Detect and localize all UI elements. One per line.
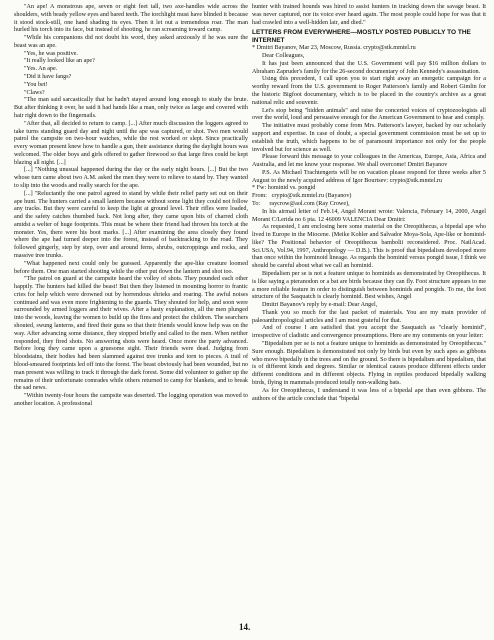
letter-paragraph: The initiative must probably come from Mrs. Patterson's lawyer, backed by our scholarly support and expertise. In case of doubt, a special government commission must be set up to establish the truth, which happens to be of paramount importance not only for the people involved but for science as well. <box>252 123 486 153</box>
page-number: 14. <box>239 622 251 632</box>
reply-paragraph: Thank you so much for the last packet of materials. You are my main provider of paleoanthropological articles and I am most grateful for that. <box>252 309 486 324</box>
email-from-line <box>252 193 486 201</box>
forward-line: * Fw: hominid vs. pongid <box>252 185 316 192</box>
letter-paragraph: Let's stop being "hidden animals" and raise the concerted voices of cryptozoologists all over the world, loud and persuasive enough for the American Government to hear and comply. <box>252 107 486 122</box>
story-paragraph: "What happened next could only be guessed. Apparently the ape-like creature loomed before them. One man started shooting while the other put down the lantern and shot too. <box>14 260 248 275</box>
story-paragraph: "The patrol on guard at the campsite heard the volley of shots. They pounded each other happily. The hunters had killed the beast! But then they listened in mounting horror to frantic cries for help which were drowned out by horrendous shrieks and roaring. The awful noises continued and was even more frightening to the guards. They shouted for help, and soon were surrounded by armed loggers and their wives. After a hasty explanation, all the men plunged into the woods, leaving the women to build up the fires and protect the children. The searchers shouted, swung lanterns, and fired their guns so that their friends would know help was on the way. After advancing some distance, they stopped briefly and called to the men. When neither responded, they fired shots. No answering shots were heard. Once more the party advanced. Before long they came upon a gruesome sight. Their friends were dead. Judging from bloodstains, their bodies had been slammed against tree trunks and torn to pieces. A trail of blood-smeared footprints led off into the forest. The beast obviously had been wounded, but no man present was willing to track it through the dark forest. Some did volunteer to gather up the remains of their unfortunate comrades while others returned to camp for blankets, and to break the sad news. <box>14 276 248 392</box>
story-paragraph: "While his companions did not doubt his word, they asked anxiously if he was sure the beast was an ape. <box>14 35 248 49</box>
story-paragraph: "It really looked like an ape? <box>24 58 95 65</box>
story-paragraph: [...] "Reluctantly the one patrol agreed to stand by while their relief party set out on their ape hunt. The hunters carried a small lantern because without some light they could not follow any tracks. But they were careful to keep the light at ground level. Their rifles were loaded, and the safety catches thumbed back. Not long after, they came upon bits of charred cloth amidst a welter of huge footprints. This must be where their friend had thrown his torch at the monster. Yes, there were his boot marks. [...] After examining the area closely they found where the ape had turned deeper into the forest, instead of backtracking to the road. They followed gingerly, step by step, over and around ferns, shrubs, outcroppings and rocks, and massive tree trunks. <box>14 190 248 259</box>
story-paragraph: "An ape! A monstrous ape, seven or eight feet tall, two axe-handles wide across the shoulders, with beady yellow eyes and bared teeth. The torchlight must have blinded it because it stood stock-still, one hand shading its eyes. Then it let out a tremendous roar. The man hurled his torch into its face, but instead of shooting, he ran screaming toward camp. <box>14 4 248 34</box>
story-paragraph: "Claws? <box>24 89 45 96</box>
right-column <box>252 4 486 403</box>
letter-paragraph: Please forward this message to your colleagues in the Americas, Europe, Asia, Africa and Australia, and let me know your response. We shall overcome! Dmitri Bayanov <box>252 154 486 169</box>
airmail-intro: In his airmail letter of Feb.14, Angel Morant wrote: Valencia, February 14, 2000, Angel Morant C/Lerida no 6 pta. 12 46009 VALENCIA Dear Dmitri: <box>252 208 486 223</box>
reply-line: Dmitri Bayanov's reply by e-mail: Dear Angel, <box>262 302 378 309</box>
reply-paragraph: As for Oreopithecus, I understand it was less of a bipedal ape than even gibbons. The authors of the article conclude that "bipedal <box>252 387 486 402</box>
from-label: From: <box>252 193 268 200</box>
story-paragraph: [...] "Nothing unusual happened during the day or the early night hours. [...] But the two whose turn came about two A.M. asked the men they were to relieve to stand by. They wanted to slip into the woods and really search for the ape. <box>14 167 248 189</box>
story-paragraph: "Within twenty-four hours the campsite was deserted. The logging operation was moved to another location. A professional <box>14 393 248 407</box>
highlighted-quote: Bipedalism per se is not a feature unique to hominids as demonstrated by Oreopithecus. It is like saying a pteranodon or a bat are birds because they can fly. Foot structure appears to me a more reliable feature in order to distinguish between hominids and pongids. To me, the foot structure of the Sasquatch is clearly hominid. Best wishes, Angel <box>252 271 486 301</box>
reply-paragraph: And of course I am satisfied that you accept the Sasquatch as "clearly hominid", irrespective of cladistic and convergence presumptions. Here are my comments on your letter: <box>252 325 486 340</box>
email-to-line <box>252 201 486 209</box>
from-address: crypto@stk.mmtel.ru (Bayanov) <box>271 193 352 200</box>
left-column <box>14 4 248 409</box>
to-address: raycrow@aol.com (Ray Crowe), <box>269 200 350 207</box>
story-paragraph: "Did it have fangs? <box>24 74 72 81</box>
letter-paragraph: It has just been announced that the U.S. Government will pay $16 million dollars to Abraham Zapruder's family for the 26-second documentary of John Kennedy's assassination. <box>252 60 486 75</box>
story-paragraph: "You bet! <box>24 81 48 88</box>
letter-paragraph: P.S. As Michael Trachtengerts will be on vacation please respond for three weeks after 5 August to the newly acquired address of Igor Bourtsev: crypto@stk.mmtel.ru <box>252 169 486 184</box>
story-paragraph: "Yes. An ape. <box>24 66 58 73</box>
reply-paragraph: "Bipedalism per se is not a feature unique to hominids as demonstrated by Oreopithecus." Sure enough. Bipedalism is demonstrated not only by birds but even by such apes as gibbons who move bipedally in the trees and on the ground. So there is bipedalism and bipedalism, that is of different kinds and degrees. Similar or identical causes produce different effects under different conditions and in different objects. Flying in reptiles produced bipedally walking birds, flying in mammals produced totally non-walking bats. <box>252 341 486 386</box>
story-paragraph: "Yes, he was positive. <box>24 50 78 57</box>
section-heading: LETTERS FROM EVERYWHERE—MOSTLY POSTED PUBLICLY TO THE INTERNET <box>252 29 471 45</box>
letter-sender: * Dmitri Bayanov, Mar 23, Moscow, Russia. crypto@stk.mmtel.ru <box>252 45 416 52</box>
to-label: To: <box>252 200 261 207</box>
letter-paragraph: Using this precedent, I call upon you to start right away an energetic campaign for a worthy reward from the U.S. government to Roger Patterson's family and Robert Gimlin for the historic Bigfoot documentary, which is to be placed in the country's archive as a great national relic and souvenir. <box>252 76 486 106</box>
letter-salutation: Dear Colleagues, <box>262 53 305 60</box>
letter-paragraph: As requested, I am enclosing here some material on the Oreopithecus, a bipedal ape who lived in Europe in the Miocene. (Meike Kohler and Salvador Moya-Sola, Ape-like or hominid-like? The Positional behavior of Oreopithecus bambolii reconsidered. Proc. NatlAcad. Sci.USA, Vol.94, 1997, Anthropology — D.B.). This is proof that bipedalism developed more than once within the hominoid lineage. As regards the hominid versus pongid issue, I think we should be careful about what we call an hominid. <box>252 224 486 270</box>
story-continuation: hunter with trained hounds was hired to assist hunters in tracking down the savage beast. It was never captured, nor its voice ever heard again. The most people could hope for was that it had crawled into a well-hidden lair, and died." <box>252 4 486 26</box>
story-paragraph: "After that, all decided to return to camp. [...] After much discussion the loggers agreed to take turns standing guard day and night until the ape was captured, or shot. Two men would patrol the campsite on two-hour watches, while the rest worked or slept. Since practically every woman present knew how to handle a gun, their assistance during the daylight hours was welcomed. The older boys and girls offered to gather firewood so that large fires could be kept blazing all night. [...] <box>14 120 248 166</box>
story-paragraph: "The man said sarcastically that he hadn't stayed around long enough to study the brute. But after thinking it over, he said it had hands like a man, only twice as large and covered with hair right down to the fingernails. <box>14 97 248 119</box>
